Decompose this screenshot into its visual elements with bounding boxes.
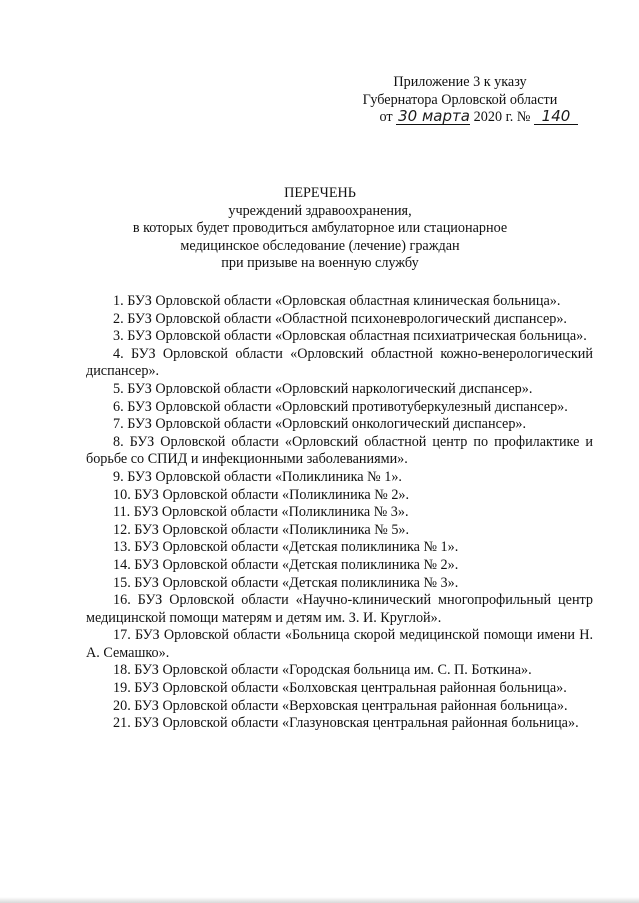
institution-list <box>86 293 593 733</box>
list-item: 20. БУЗ Орловской области «Верховская центральная районная больница». <box>113 697 568 714</box>
scan-bottom-edge <box>0 897 639 903</box>
governor-line: Губернатора Орловской области <box>362 91 558 108</box>
decree-date-line <box>330 109 590 127</box>
document-title <box>80 185 560 273</box>
from-label: от <box>379 109 393 125</box>
list-item: 19. БУЗ Орловской области «Болховская центральная районная больница». <box>113 680 567 697</box>
handwritten-number: 140 <box>534 109 578 125</box>
list-item: 10. БУЗ Орловской области «Поликлиника № 2». <box>113 486 410 503</box>
list-item: 21. БУЗ Орловской области «Глазуновская центральная районная больница». <box>113 715 579 732</box>
list-item: 12. БУЗ Орловской области «Поликлиника № 5». <box>113 521 410 538</box>
list-item: 8. БУЗ Орловской области «Орловский областной центр по профилактике и борьбе со СПИД и инфекционными заболеваниями». <box>86 433 593 468</box>
title-heading: ПЕРЕЧЕНЬ <box>284 185 356 201</box>
list-item: 9. БУЗ Орловской области «Поликлиника № 1». <box>113 468 402 485</box>
list-item: 13. БУЗ Орловской области «Детская поликлиника № 1». <box>113 539 459 556</box>
list-item: 3. БУЗ Орловской области «Орловская областная психиатрическая больница». <box>113 328 587 345</box>
list-item: 18. БУЗ Орловской области «Городская больница им. С. П. Боткина». <box>113 662 532 679</box>
list-item: 2. БУЗ Орловской области «Областной психоневрологический диспансер». <box>113 310 567 327</box>
list-item: 14. БУЗ Орловской области «Детская поликлиника № 2». <box>113 556 459 573</box>
title-line-3: медицинское обследование (лечение) граждан <box>180 237 460 254</box>
title-line-2: в которых будет проводиться амбулаторное или стационарное <box>132 220 508 237</box>
number-sign: № <box>516 109 531 125</box>
list-item: 11. БУЗ Орловской области «Поликлиника № 3». <box>113 504 409 521</box>
list-item: 5. БУЗ Орловской области «Орловский наркологический диспансер». <box>113 380 533 397</box>
appendix-line: Приложение 3 к указу <box>393 74 527 90</box>
list-item: 7. БУЗ Орловской области «Орловский онкологический диспансер». <box>113 416 527 433</box>
year-label: 2020 г. <box>473 109 514 125</box>
list-item: 17. БУЗ Орловской области «Больница скорой медицинской помощи имени Н. А. Семашко». <box>86 627 593 661</box>
list-item: 4. БУЗ Орловской области «Орловский областной кожно-венерологический диспансер». <box>86 345 593 380</box>
list-item: 15. БУЗ Орловской области «Детская поликлиника № 3». <box>113 574 459 591</box>
list-item: 1. БУЗ Орловской области «Орловская областная клиническая больница». <box>113 293 561 309</box>
list-item: 6. БУЗ Орловской области «Орловский противотуберкулезный диспансер». <box>113 398 568 415</box>
appendix-header <box>330 74 590 127</box>
title-line-1: учреждений здравоохранения, <box>228 202 412 219</box>
title-line-4: при призыве на военную службу <box>221 255 419 272</box>
handwritten-date: 30 марта <box>398 107 470 125</box>
list-item: 16. БУЗ Орловской области «Научно-клинический многопрофильный центр медицинской помощи матерям и детям им. З. И. Круглой». <box>86 592 593 626</box>
